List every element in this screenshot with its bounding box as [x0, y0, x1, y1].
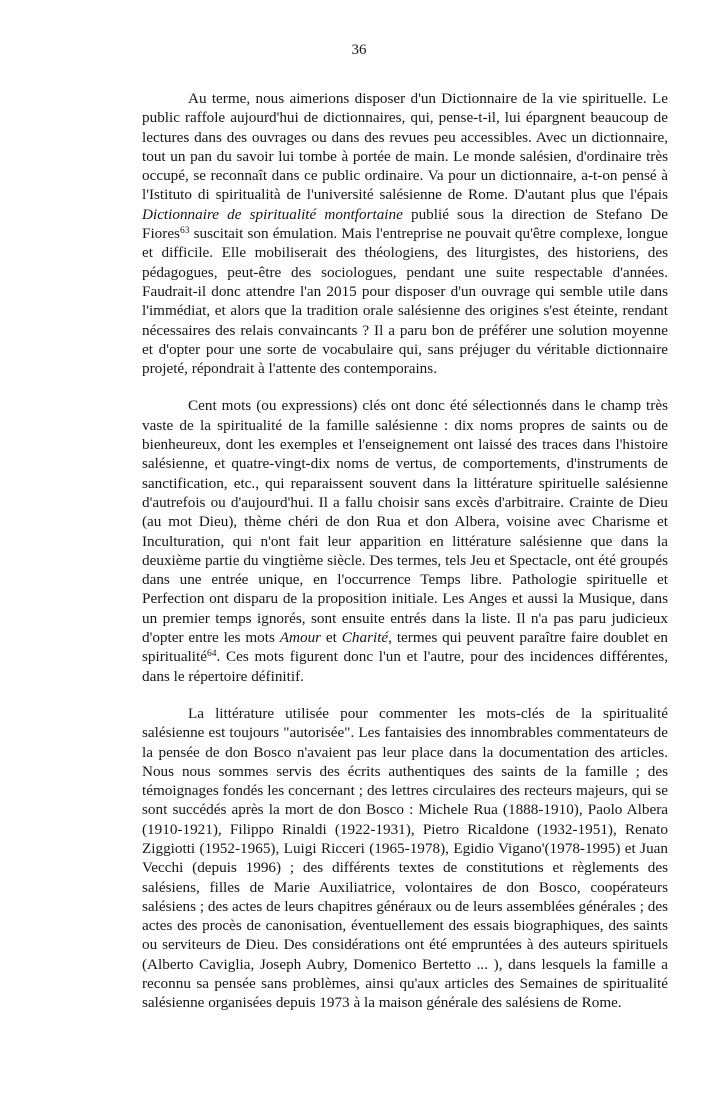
text-span: et — [321, 629, 342, 647]
paragraph-3 — [142, 704, 668, 1013]
footnote-ref-64: 64 — [206, 649, 217, 660]
text-span: Cent mots (ou expressions) clés ont donc été sélectionnés dans le champ très vaste de la spiritualité de la famille salésienne : dix noms propres de saints ou de bienheureux, dont les exemples et l'enseignement ont laissé des traces dans l'histoire salésienne, et quatre-vingt-dix noms de vertus, de comportements, d'instruments de sanctification, etc., qui reparaissent souvent dans la littérature spirituelle salésienne d'autrefois ou d'aujourd'hui. Il a fallu choisir sans excès d'arbitraire. Crainte de Dieu (au mot Dieu), thème chéri de don Rua et don Albera, voisine avec Charisme et Inculturation, qui n'ont fait leur apparition en littérature salésienne que dans la deuxième partie du vingtième siècle. Des termes, tels Jeu et Spectacle, ont été groupés dans une entrée unique, en l'occurrence Temps libre. Pathologie spirituelle et Perfection ont disparu de la proposition initiale. Les Anges et aussi la Musique, dans un premier temps ignorés, sont ensuite entrés dans la liste. Il n'a pas paru judicieux d'opter entre les mots — [142, 397, 668, 647]
text-span: suscitait son émulation. Mais l'entreprise ne pouvait qu'être complexe, longue et difficile. Elle mobiliserait des théologiens, des liturgistes, des historiens, des pédagogues, peut-être des sociologues, pendant une suite respectable d'années. Faudrait-il donc attendre l'an 2015 pour disposer d'un ouvrage qui semble utile dans l'immédiat, et alors que la tradition orale salésienne des origines s'est éteinte, rendant nécessaires des relais convaincants ? Il a paru bon de préférer une solution moyenne et d'opter pour une sorte de vocabulaire qui, sans préjuger du véritable dictionnaire projeté, répondrait à l'attente des contemporains. — [142, 225, 668, 378]
footnote-ref-63: 63 — [179, 226, 190, 237]
text-span: , termes qui peuvent paraître faire doublet en spiritualité — [142, 629, 669, 666]
italic-term: Charité — [341, 629, 389, 647]
paragraph-1 — [142, 89, 668, 378]
text-span: La littérature utilisée pour commenter les mots-clés de la spiritualité salésienne est toujours "autorisée". Les fantaisies des innombrables commentateurs de la pensée de don Bosco n'avaient pas leur place dans la documentation des articles. Nous nous sommes servis des écrits authentiques des saints de la famille ; des témoignages fondés les concernant ; des lettres circulaires des recteurs majeurs, qui se sont succédés après la mort de don Bosco : Michele Rua (1888-1910), Paolo Albera (1910-1921), Filippo Rinaldi (1922-1931), Pietro Ricaldone (1932-1951), Renato Ziggiotti (1952-1965), Luigi Ricceri (1965-1978), Egidio Vigano'(1978-1995) et Juan Vecchi (depuis 1996) ; des différents textes de constitutions et règlements des salésiens, filles de Marie Auxiliatrice, volontaires de don Bosco, coopérateurs salésiens ; des actes de leurs chapitres généraux ou de leurs assemblées générales ; des actes des procès de canonisation, éventuellement des essais biographiques, des saints ou serviteurs de Dieu. Des considérations ont été empruntées à des auteurs spirituels (Alberto Caviglia, Joseph Aubry, Domenico Bertetto ... ), dans lesquels la famille a reconnu sa pensée sans problèmes, ainsi qu'aux articles des Semaines de spiritualité salésienne organisées depuis 1973 à la maison générale des salésiens de Rome. — [142, 704, 668, 1012]
text-span: publié sous la direction de Stefano De Fiores — [142, 205, 668, 243]
body-text — [142, 89, 668, 1031]
page-number: 36 — [351, 42, 367, 58]
book-title: Dictionnaire de spiritualité montfortaine — [142, 205, 403, 223]
text-span: . Ces mots figurent donc l'un et l'autre, pour des incidences différentes, dans le répertoire définitif. — [142, 648, 668, 685]
text-span: Au terme, nous aimerions disposer d'un Dictionnaire de la vie spirituelle. Le public raffole aujourd'hui de dictionnaires, qui, pense-t-il, lui épargnent beaucoup de lectures dans des ouvrages ou dans des revues peu accessibles. Avec un dictionnaire, tout un pan du savoir lui tombe à portée de main. Le monde salésien, d'ordinaire très occupé, se reconnaît dans ce public ordinaire. Va pour un dictionnaire, a-t-on pensé à l'Istituto di spiritualità de l'université salésienne de Rome. D'autant plus que l'épais — [142, 90, 668, 204]
italic-term: Amour — [279, 629, 322, 647]
paragraph-2 — [142, 396, 668, 685]
